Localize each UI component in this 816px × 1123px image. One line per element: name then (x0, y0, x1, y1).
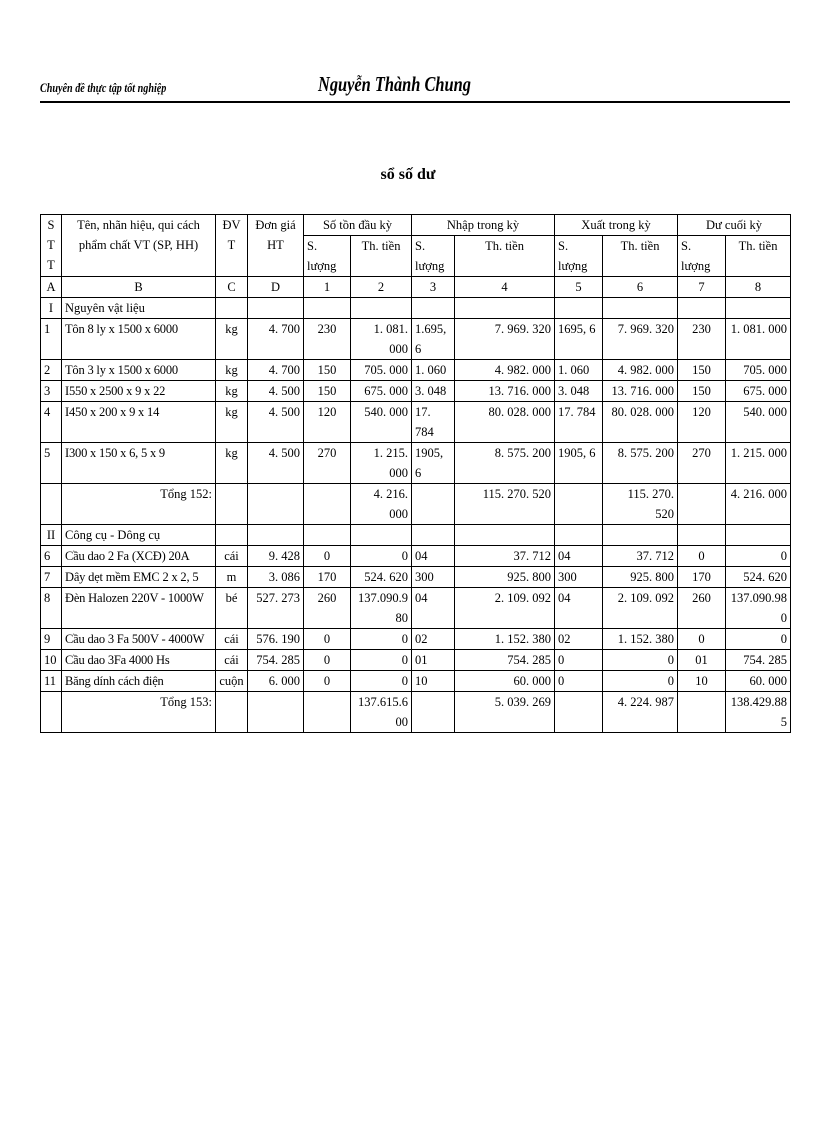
row-issued-qty: 0 (555, 650, 603, 671)
row-unit: cái (216, 546, 248, 567)
row-issued-amount: 0 (603, 650, 678, 671)
empty-cell (351, 298, 412, 319)
header-closing-balance: Dư cuối kỳ (678, 215, 791, 236)
total-issued-amount: 4. 224. 987 (603, 692, 678, 733)
table-row (41, 671, 791, 692)
row-closing-qty: 10 (678, 671, 726, 692)
row-closing-amount: 0 (726, 629, 791, 650)
row-item-name: Cầu dao 3 Fa 500V - 4000W (62, 629, 216, 650)
column-code-cell: 2 (351, 277, 412, 298)
row-opening-qty: 0 (304, 650, 351, 671)
row-closing-amount: 675. 000 (726, 381, 791, 402)
row-issued-amount: 925. 800 (603, 567, 678, 588)
empty-cell (304, 298, 351, 319)
empty-cell (555, 692, 603, 733)
empty-cell (216, 692, 248, 733)
empty-cell (248, 484, 304, 525)
empty-cell (41, 484, 62, 525)
row-closing-amount: 540. 000 (726, 402, 791, 443)
row-closing-amount: 1. 215. 000 (726, 443, 791, 484)
total-label: Tổng 153: (62, 692, 216, 733)
empty-cell (726, 298, 791, 319)
row-opening-amount: 137.090.980 (351, 588, 412, 629)
header-received: Nhập trong kỳ (412, 215, 555, 236)
header-stt: S T T (41, 215, 62, 277)
row-unit: cuộn (216, 671, 248, 692)
empty-cell (412, 692, 455, 733)
header-amount: Th. tiền (726, 236, 791, 277)
row-stt: 5 (41, 443, 62, 484)
empty-cell (248, 692, 304, 733)
row-opening-qty: 0 (304, 629, 351, 650)
total-label: Tổng 152: (62, 484, 216, 525)
row-issued-qty: 1695, 6 (555, 319, 603, 360)
empty-cell (555, 484, 603, 525)
row-issued-qty: 02 (555, 629, 603, 650)
header-row-1 (41, 215, 791, 236)
row-received-qty: 04 (412, 588, 455, 629)
row-unit-price: 6. 000 (248, 671, 304, 692)
row-received-amount: 37. 712 (455, 546, 555, 567)
section-row (41, 525, 791, 546)
row-unit: kg (216, 402, 248, 443)
row-issued-amount: 80. 028. 000 (603, 402, 678, 443)
row-received-qty: 300 (412, 567, 455, 588)
row-received-amount: 754. 285 (455, 650, 555, 671)
row-received-amount: 1. 152. 380 (455, 629, 555, 650)
section-name: Nguyên vật liệu (62, 298, 216, 319)
row-issued-qty: 04 (555, 546, 603, 567)
row-opening-qty: 170 (304, 567, 351, 588)
header-quantity: S. lượng (555, 236, 603, 277)
empty-cell (678, 484, 726, 525)
row-closing-qty: 01 (678, 650, 726, 671)
page-title: sổ số dư (380, 166, 436, 183)
row-opening-amount: 0 (351, 671, 412, 692)
header-amount: Th. tiền (455, 236, 555, 277)
table-row (41, 319, 791, 360)
row-item-name: Tôn 3 ly x 1500 x 6000 (62, 360, 216, 381)
total-opening-amount: 4. 216. 000 (351, 484, 412, 525)
row-received-amount: 13. 716. 000 (455, 381, 555, 402)
empty-cell (248, 298, 304, 319)
row-unit: kg (216, 319, 248, 360)
row-received-amount: 4. 982. 000 (455, 360, 555, 381)
empty-cell (555, 298, 603, 319)
header-item-name: Tên, nhãn hiệu, qui cách phẩm chất VT (SP, HH) (62, 215, 216, 277)
row-closing-qty: 170 (678, 567, 726, 588)
row-closing-qty: 0 (678, 629, 726, 650)
row-stt: 1 (41, 319, 62, 360)
row-opening-qty: 230 (304, 319, 351, 360)
row-received-amount: 2. 109. 092 (455, 588, 555, 629)
header-quantity: S. lượng (678, 236, 726, 277)
empty-cell (248, 525, 304, 546)
row-issued-qty: 1. 060 (555, 360, 603, 381)
column-code-cell: 6 (603, 277, 678, 298)
row-closing-qty: 150 (678, 381, 726, 402)
row-received-amount: 8. 575. 200 (455, 443, 555, 484)
row-unit-price: 4. 700 (248, 360, 304, 381)
row-closing-qty: 260 (678, 588, 726, 629)
row-closing-amount: 1. 081. 000 (726, 319, 791, 360)
row-stt: 8 (41, 588, 62, 629)
empty-cell (603, 298, 678, 319)
column-code-cell: 5 (555, 277, 603, 298)
empty-cell (412, 298, 455, 319)
row-closing-qty: 230 (678, 319, 726, 360)
row-stt: 4 (41, 402, 62, 443)
row-issued-qty: 3. 048 (555, 381, 603, 402)
header-amount: Th. tiền (351, 236, 412, 277)
row-unit: kg (216, 360, 248, 381)
row-received-amount: 80. 028. 000 (455, 402, 555, 443)
row-issued-amount: 2. 109. 092 (603, 588, 678, 629)
row-unit-price: 4. 500 (248, 381, 304, 402)
row-received-amount: 7. 969. 320 (455, 319, 555, 360)
table-row (41, 443, 791, 484)
table-row (41, 567, 791, 588)
column-code-cell: 7 (678, 277, 726, 298)
empty-cell (678, 525, 726, 546)
row-issued-amount: 4. 982. 000 (603, 360, 678, 381)
table-row (41, 546, 791, 567)
row-received-qty: 10 (412, 671, 455, 692)
row-opening-qty: 260 (304, 588, 351, 629)
row-unit: m (216, 567, 248, 588)
table-row (41, 402, 791, 443)
total-closing-amount: 138.429.885 (726, 692, 791, 733)
row-received-qty: 17. 784 (412, 402, 455, 443)
row-issued-amount: 1. 152. 380 (603, 629, 678, 650)
header-divider (40, 101, 790, 103)
column-code-cell: 8 (726, 277, 791, 298)
row-unit: kg (216, 381, 248, 402)
row-issued-qty: 04 (555, 588, 603, 629)
empty-cell (216, 525, 248, 546)
row-unit-price: 9. 428 (248, 546, 304, 567)
empty-cell (726, 525, 791, 546)
header-quantity: S. lượng (412, 236, 455, 277)
row-received-qty: 02 (412, 629, 455, 650)
column-code-cell: C (216, 277, 248, 298)
total-issued-amount: 115. 270. 520 (603, 484, 678, 525)
row-opening-amount: 675. 000 (351, 381, 412, 402)
row-issued-amount: 37. 712 (603, 546, 678, 567)
row-opening-qty: 120 (304, 402, 351, 443)
row-opening-amount: 705. 000 (351, 360, 412, 381)
empty-cell (41, 692, 62, 733)
column-code-cell: 1 (304, 277, 351, 298)
row-received-qty: 1. 060 (412, 360, 455, 381)
header-opening-balance: Số tồn đầu kỳ (304, 215, 412, 236)
empty-cell (412, 484, 455, 525)
row-opening-amount: 0 (351, 629, 412, 650)
row-closing-amount: 754. 285 (726, 650, 791, 671)
row-received-qty: 01 (412, 650, 455, 671)
row-issued-amount: 13. 716. 000 (603, 381, 678, 402)
row-opening-qty: 150 (304, 360, 351, 381)
empty-cell (412, 525, 455, 546)
table-row (41, 629, 791, 650)
empty-cell (216, 298, 248, 319)
column-code-cell: D (248, 277, 304, 298)
row-unit-price: 4. 500 (248, 402, 304, 443)
row-opening-amount: 540. 000 (351, 402, 412, 443)
column-code-cell: 3 (412, 277, 455, 298)
header-unit-price: Đơn giá HT (248, 215, 304, 277)
row-received-qty: 1.695, 6 (412, 319, 455, 360)
empty-cell (678, 298, 726, 319)
row-item-name: Đèn Halozen 220V - 1000W (62, 588, 216, 629)
row-opening-amount: 0 (351, 650, 412, 671)
row-received-qty: 1905, 6 (412, 443, 455, 484)
row-item-name: Dây dẹt mềm EMC 2 x 2, 5 (62, 567, 216, 588)
table-row (41, 381, 791, 402)
row-unit-price: 4. 500 (248, 443, 304, 484)
total-received-amount: 5. 039. 269 (455, 692, 555, 733)
row-opening-amount: 0 (351, 546, 412, 567)
row-issued-amount: 0 (603, 671, 678, 692)
section-name: Công cụ - Dông cụ (62, 525, 216, 546)
total-closing-amount: 4. 216. 000 (726, 484, 791, 525)
header-quantity: S. lượng (304, 236, 351, 277)
row-opening-qty: 150 (304, 381, 351, 402)
document-header-author: Nguyễn Thành Chung (318, 72, 471, 96)
row-closing-qty: 270 (678, 443, 726, 484)
row-opening-qty: 270 (304, 443, 351, 484)
empty-cell (455, 525, 555, 546)
row-received-qty: 3. 048 (412, 381, 455, 402)
row-closing-qty: 150 (678, 360, 726, 381)
row-stt: 9 (41, 629, 62, 650)
total-row (41, 484, 791, 525)
row-item-name: Tôn 8 ly x 1500 x 6000 (62, 319, 216, 360)
ledger-body (41, 215, 791, 733)
empty-cell (603, 525, 678, 546)
row-issued-qty: 300 (555, 567, 603, 588)
row-closing-amount: 137.090.980 (726, 588, 791, 629)
total-row (41, 692, 791, 733)
empty-cell (304, 692, 351, 733)
row-unit-price: 3. 086 (248, 567, 304, 588)
row-closing-amount: 524. 620 (726, 567, 791, 588)
section-number: II (41, 525, 62, 546)
row-issued-qty: 17. 784 (555, 402, 603, 443)
row-opening-qty: 0 (304, 671, 351, 692)
row-stt: 2 (41, 360, 62, 381)
row-unit-price: 527. 273 (248, 588, 304, 629)
row-stt: 6 (41, 546, 62, 567)
empty-cell (304, 484, 351, 525)
row-unit-price: 754. 285 (248, 650, 304, 671)
row-received-amount: 925. 800 (455, 567, 555, 588)
row-received-amount: 60. 000 (455, 671, 555, 692)
row-stt: 11 (41, 671, 62, 692)
row-stt: 7 (41, 567, 62, 588)
row-unit-price: 4. 700 (248, 319, 304, 360)
total-received-amount: 115. 270. 520 (455, 484, 555, 525)
total-opening-amount: 137.615.600 (351, 692, 412, 733)
table-row (41, 588, 791, 629)
column-code-row (41, 277, 791, 298)
empty-cell (216, 484, 248, 525)
row-stt: 3 (41, 381, 62, 402)
row-item-name: Cầu dao 3Fa 4000 Hs (62, 650, 216, 671)
row-opening-amount: 1. 081. 000 (351, 319, 412, 360)
row-unit: cái (216, 650, 248, 671)
row-stt: 10 (41, 650, 62, 671)
row-closing-amount: 0 (726, 546, 791, 567)
row-item-name: Băng dính cách điện (62, 671, 216, 692)
empty-cell (555, 525, 603, 546)
row-opening-qty: 0 (304, 546, 351, 567)
row-unit: cái (216, 629, 248, 650)
empty-cell (351, 525, 412, 546)
header-issued: Xuất trong kỳ (555, 215, 678, 236)
row-closing-qty: 120 (678, 402, 726, 443)
table-row (41, 360, 791, 381)
row-item-name: I550 x 2500 x 9 x 22 (62, 381, 216, 402)
document-header-subject: Chuyên đề thực tập tốt nghiệp (40, 80, 167, 95)
balance-ledger-table (40, 214, 791, 733)
row-item-name: I450 x 200 x 9 x 14 (62, 402, 216, 443)
table-row (41, 650, 791, 671)
column-code-cell: B (62, 277, 216, 298)
row-unit: kg (216, 443, 248, 484)
row-issued-qty: 1905, 6 (555, 443, 603, 484)
empty-cell (455, 298, 555, 319)
section-row (41, 298, 791, 319)
header-unit: ĐV T (216, 215, 248, 277)
row-unit: bé (216, 588, 248, 629)
header-amount: Th. tiền (603, 236, 678, 277)
row-closing-amount: 60. 000 (726, 671, 791, 692)
row-item-name: Cầu dao 2 Fa (XCĐ) 20A (62, 546, 216, 567)
column-code-cell: A (41, 277, 62, 298)
row-opening-amount: 524. 620 (351, 567, 412, 588)
section-number: I (41, 298, 62, 319)
row-issued-qty: 0 (555, 671, 603, 692)
column-code-cell: 4 (455, 277, 555, 298)
row-issued-amount: 7. 969. 320 (603, 319, 678, 360)
empty-cell (678, 692, 726, 733)
row-opening-amount: 1. 215. 000 (351, 443, 412, 484)
row-closing-amount: 705. 000 (726, 360, 791, 381)
empty-cell (304, 525, 351, 546)
row-closing-qty: 0 (678, 546, 726, 567)
row-issued-amount: 8. 575. 200 (603, 443, 678, 484)
row-received-qty: 04 (412, 546, 455, 567)
row-unit-price: 576. 190 (248, 629, 304, 650)
row-item-name: I300 x 150 x 6, 5 x 9 (62, 443, 216, 484)
